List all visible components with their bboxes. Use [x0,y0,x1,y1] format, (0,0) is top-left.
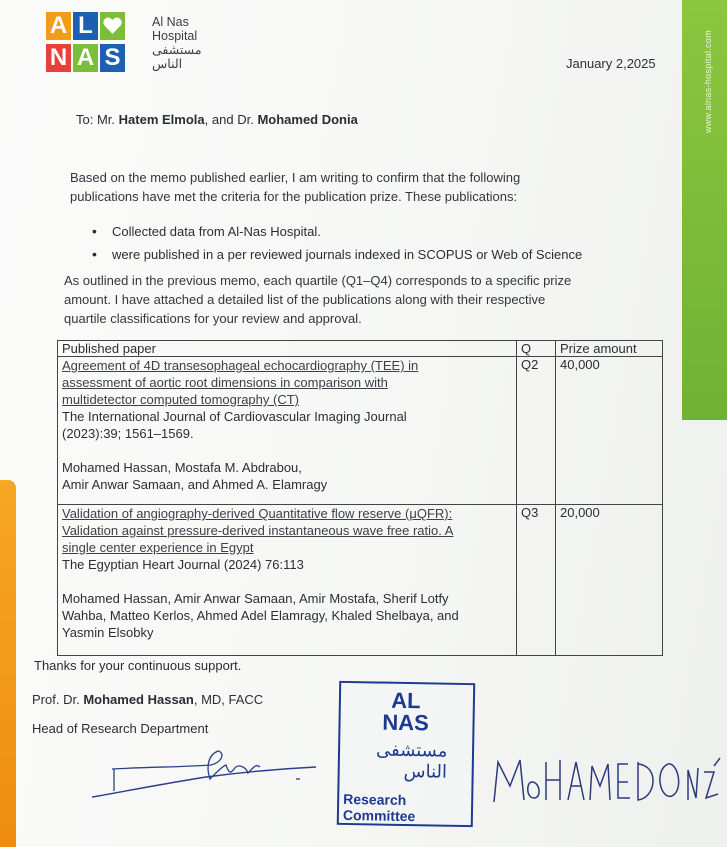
paper-title-line: Validation against pressure-derived instantaneous wave free ratio. A [62,523,454,538]
logo-tile-l: L [73,12,98,40]
table-row [58,505,663,656]
publications-table [57,340,663,656]
authors-line: Yasmin Elsobky [62,625,154,640]
hospital-name [152,15,202,71]
logo-tile-a: A [46,12,71,40]
brand-side-strip [682,0,727,420]
outline-line: quartile classifications for your review and approval. [64,311,362,326]
stamp-text: Research Committee [342,790,416,825]
logo-tile-a2: A [73,44,98,72]
authors [62,590,512,641]
signatory-name: Mohamed Hassan [83,692,194,707]
outline-line: amount. I have attached a detailed list of the publications along with their respective [64,292,546,307]
letter-date: January 2,2025 [566,56,656,71]
outline-paragraph [64,271,571,328]
intro-line: publications have met the criteria for the publication prize. These publications: [70,189,518,204]
criteria-text: Collected data from Al-Nas Hospital. [112,224,321,239]
recipient2-name: Mohamed Donia [257,112,358,127]
outline-line: As outlined in the previous memo, each quartile (Q1–Q4) corresponds to a specific prize [64,273,572,288]
hospital-name-arabic-1: مستشفى [152,43,202,57]
hospital-name-arabic-2: الناس [152,57,183,71]
paper-title-line: assessment of aortic root dimensions in comparison with [62,375,388,390]
recipient2-title: Dr. [237,112,254,127]
to-prefix: To: [76,112,94,127]
signatory-suffix: , MD, FACC [193,692,264,707]
recipient1-title: Mr. [96,112,116,127]
stamp-logo-top: AL [391,687,421,714]
hospital-name-line2: Hospital [152,29,198,43]
quartile-cell: Q2 [517,357,556,505]
stamp-arabic-2: الناس [403,760,448,782]
paper-title-line: single center experience in Egypt [62,540,254,555]
prize-cell: 20,000 [556,505,663,656]
criteria-text: were published in a per reviewed journals indexed in SCOPUS or Web of Science [112,247,583,262]
header-quartile: Q [517,341,556,357]
handwritten-name [488,742,724,812]
authors-line: Wahba, Matteo Kerlos, Ahmed Adel Elamragy, Khaled Shelbaya, and [62,608,459,623]
signatory-line [32,692,263,707]
brand-side-bar [0,480,16,847]
authors-line: Mohamed Hassan, Mostafa M. Abdrabou, [62,460,302,475]
paper-cell [58,357,517,505]
journal-line: The Egyptian Heart Journal (2024) 76:113 [62,557,304,572]
logo-tile-n: N [46,44,71,72]
stamp-arabic [376,739,448,782]
hospital-name-line1: Al Nas [152,15,189,29]
journal-info [62,556,512,573]
journal-line: The International Journal of Cardiovascular Imaging Journal [62,409,407,424]
recipients-line [76,112,358,127]
table-header-row [58,341,663,357]
authors-line: Amir Anwar Samaan, and Ahmed A. Elamragy [62,477,328,492]
paper-title [62,505,512,556]
paper-cell [58,505,517,656]
closing-line: Thanks for your continuous support. [34,658,242,673]
criteria-list [92,220,582,266]
signatory-prefix: Prof. Dr. [32,692,80,707]
authors-line: Mohamed Hassan, Amir Anwar Samaan, Amir Mostafa, Sherif Lotfy [62,591,449,606]
website-text: www.alnas-hospital.com [703,30,713,134]
signatory-position: Head of Research Department [32,721,209,736]
quartile-cell: Q3 [517,505,556,656]
paper-title-line: multidetector computed tomography (CT) [62,392,299,407]
heart-icon [100,12,125,40]
logo-tile-s: S [100,44,125,72]
header-prize: Prize amount [556,341,663,357]
stamp-logo [370,689,441,734]
criteria-item [92,243,582,266]
criteria-item [92,220,582,243]
intro-paragraph [70,168,520,206]
signature [86,745,326,805]
research-committee-stamp [337,681,475,827]
stamp-logo-bottom: NAS [382,709,429,736]
stamp-arabic-1: مستشفى [375,739,448,761]
recipient1-name: Hatem Elmola [118,112,205,127]
journal-info [62,408,512,442]
intro-line: Based on the memo published earlier, I am writing to confirm that the following [70,170,521,185]
paper-title-line: Agreement of 4D transesophageal echocardiography (TEE) in [62,358,419,373]
prize-cell: 40,000 [556,357,663,505]
table-row [58,357,663,505]
authors [62,459,512,493]
paper-title [62,357,512,408]
recipients-connector: , and [204,112,234,127]
journal-line: (2023):39; 1561–1569. [62,426,194,441]
paper-title-line: Validation of angiography-derived Quantitative flow reserve (μQFR): [62,506,453,521]
hospital-logo [46,12,226,82]
header-paper: Published paper [58,341,517,357]
